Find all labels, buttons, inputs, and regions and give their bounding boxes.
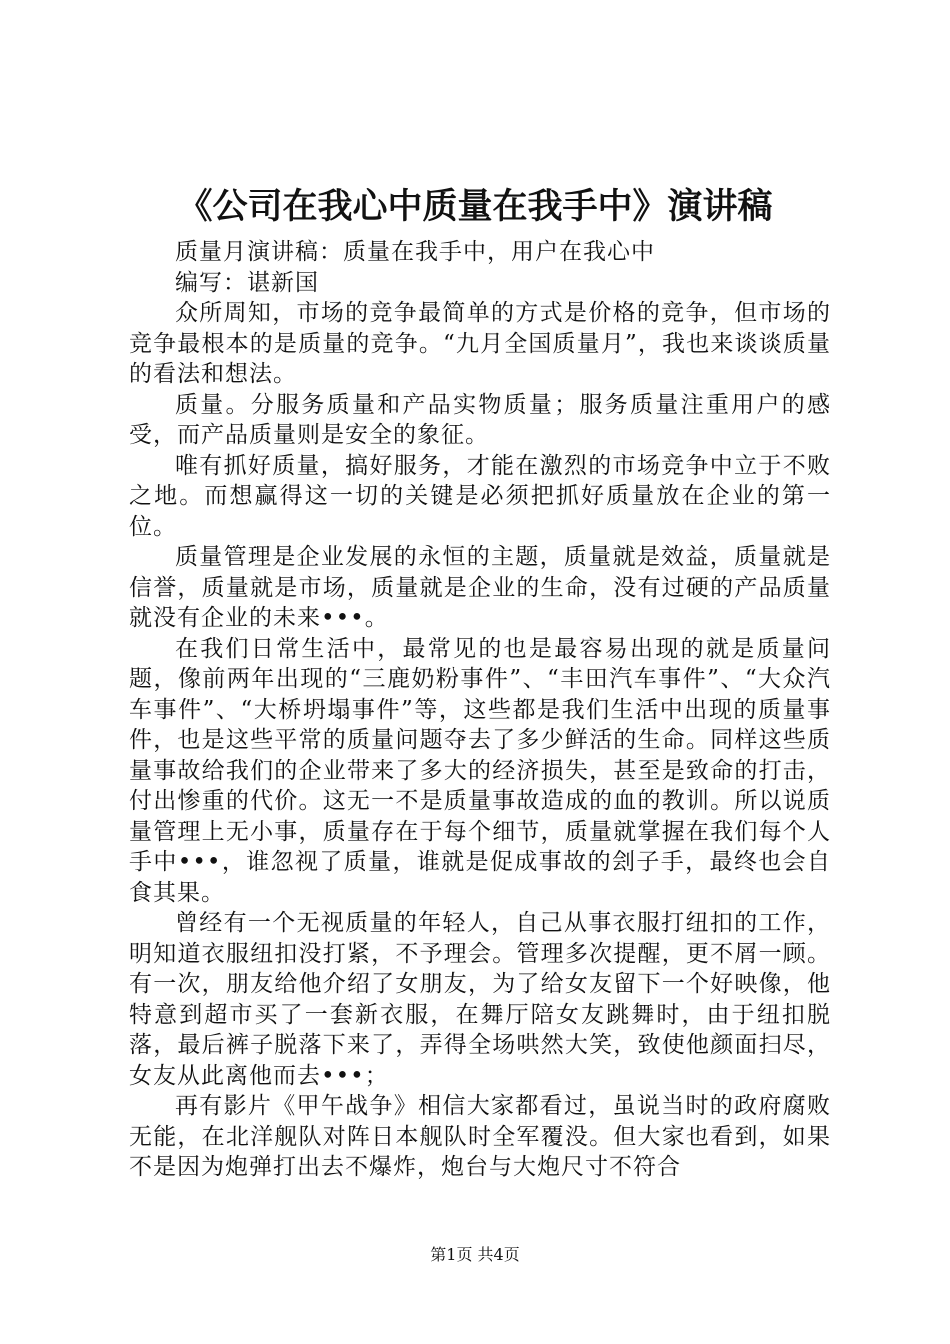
body-paragraph: 曾经有一个无视质量的年轻人，自己从事衣服打纽扣的工作，明知道衣服纽扣没打紧，不予理会。管理多次提醒，更不屑一顾。有一次，朋友给他介绍了女朋友，为了给女友留下一个好映像，他特意到超市买了一套新衣服，在舞厅陪女友跳舞时，由于纽扣脱落，最后裤子脱落下来了，弄得全场哄然大笑，致使他颜面扫尽，女友从此离他而去•••； bbox=[129, 910, 831, 1089]
body-paragraph: 再有影片《甲午战争》相信大家都看过，虽说当时的政府腐败无能，在北洋舰队对阵日本舰队时全军覆没。但大家也看到，如果不是因为炮弹打出去不爆炸，炮台与大炮尺寸不符合 bbox=[129, 1093, 831, 1180]
body-paragraph: 质量。分服务质量和产品实物质量；服务质量注重用户的感受，而产品质量则是安全的象征。 bbox=[129, 391, 831, 448]
author-paragraph: 编写：谌新国 bbox=[175, 269, 319, 296]
document-title: 《公司在我心中质量在我手中》演讲稿 bbox=[177, 186, 773, 227]
page-footer: 第1页 共4页 bbox=[430, 1245, 520, 1264]
body-paragraph: 质量管理是企业发展的永恒的主题，质量就是效益，质量就是信誉，质量就是市场，质量就是企业的生命，没有过硬的产品质量就没有企业的未来•••。 bbox=[129, 544, 831, 631]
subtitle-paragraph: 质量月演讲稿：质量在我手中，用户在我心中 bbox=[175, 239, 655, 265]
body-paragraph: 唯有抓好质量，搞好服务，才能在激烈的市场竞争中立于不败之地。而想赢得这一切的关键是必须把抓好质量放在企业的第一位。 bbox=[129, 452, 831, 540]
document-body bbox=[129, 237, 831, 1183]
body-paragraph: 在我们日常生活中，最常见的也是最容易出现的就是质量问题，像前两年出现的“三鹿奶粉事件”、“丰田汽车事件”、“大众汽车事件”、“大桥坍塌事件”等，这些都是我们生活中出现的质量事件，也是这些平常的质量问题夺去了多少鲜活的生命。同样这些质量事故给我们的企业带来了多大的经济损失，甚至是致命的打击，付出惨重的代价。这无一不是质量事故造成的血的教训。所以说质量管理上无小事，质量存在于每个细节，质量就掌握在我们每个人手中•••，谁忽视了质量，谁就是促成事故的刽子手，最终也会自食其果。 bbox=[129, 635, 831, 906]
body-paragraph: 众所周知，市场的竞争最简单的方式是价格的竞争，但市场的竞争最根本的是质量的竞争。“九月全国质量月”，我也来谈谈质量的看法和想法。 bbox=[129, 300, 831, 387]
